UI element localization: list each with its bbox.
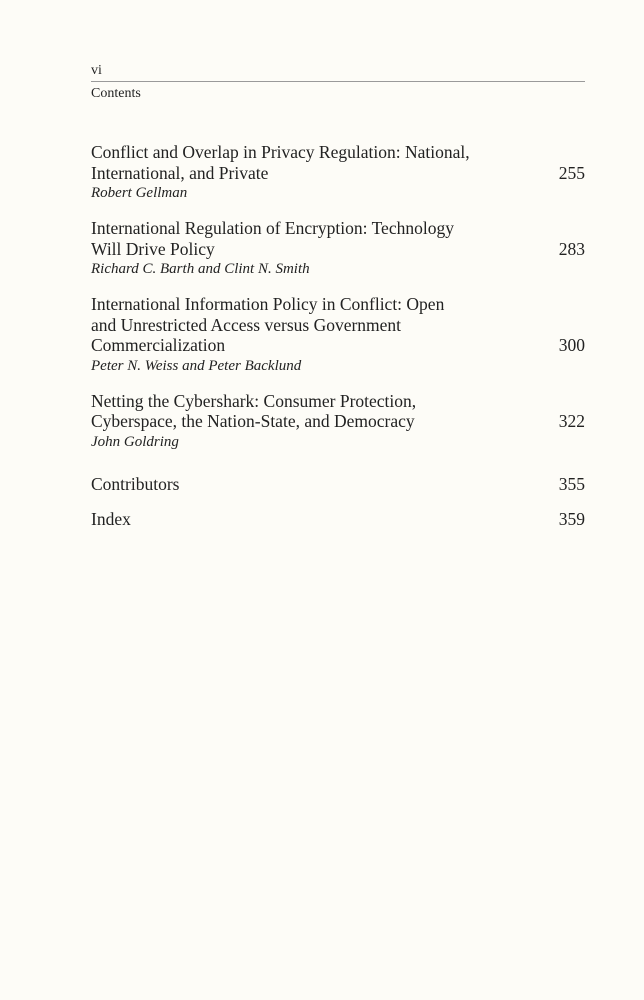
- entry-author: Peter N. Weiss and Peter Backlund: [91, 357, 302, 374]
- entry-title-line: Cyberspace, the Nation-State, and Democracy: [91, 411, 415, 431]
- entry-title-line: and Unrestricted Access versus Government: [91, 314, 402, 335]
- entry-title-line: Will Drive Policy: [91, 238, 215, 259]
- entry-page-number: 255: [558, 162, 585, 183]
- entry-author: John Goldring: [91, 433, 179, 450]
- entry-title-line: International Information Policy in Conflict: Open: [91, 294, 445, 314]
- toc-entry-contributors[interactable]: [91, 474, 585, 495]
- entry-title: Index: [91, 509, 131, 529]
- toc-entry[interactable]: [91, 391, 585, 452]
- entry-title-line: International Regulation of Encryption: Technology: [91, 218, 454, 238]
- entry-title-line: Netting the Cybershark: Consumer Protection,: [91, 390, 417, 411]
- entry-title: Contributors: [91, 473, 180, 494]
- header-rule: [91, 81, 585, 82]
- entry-page-number: 355: [558, 473, 585, 494]
- entry-title-line: Commercialization: [91, 335, 226, 355]
- entry-title-line: Conflict and Overlap in Privacy Regulation: National,: [91, 142, 470, 162]
- toc-entry[interactable]: [91, 142, 585, 203]
- entry-page-number: 283: [558, 238, 585, 259]
- entry-author: Robert Gellman: [91, 185, 188, 201]
- toc-entry[interactable]: [91, 294, 585, 376]
- entry-title-line: International, and Private: [91, 162, 269, 183]
- entry-page-number: 322: [558, 411, 585, 431]
- entry-page-number: 359: [558, 509, 585, 529]
- toc-entry-index[interactable]: [91, 509, 585, 530]
- page-number: vi: [91, 63, 102, 78]
- running-head: Contents: [91, 86, 141, 101]
- entry-author: Richard C. Barth and Clint N. Smith: [91, 261, 310, 277]
- toc-entry[interactable]: [91, 218, 585, 279]
- table-of-contents: [91, 142, 585, 530]
- entry-page-number: 300: [558, 335, 585, 355]
